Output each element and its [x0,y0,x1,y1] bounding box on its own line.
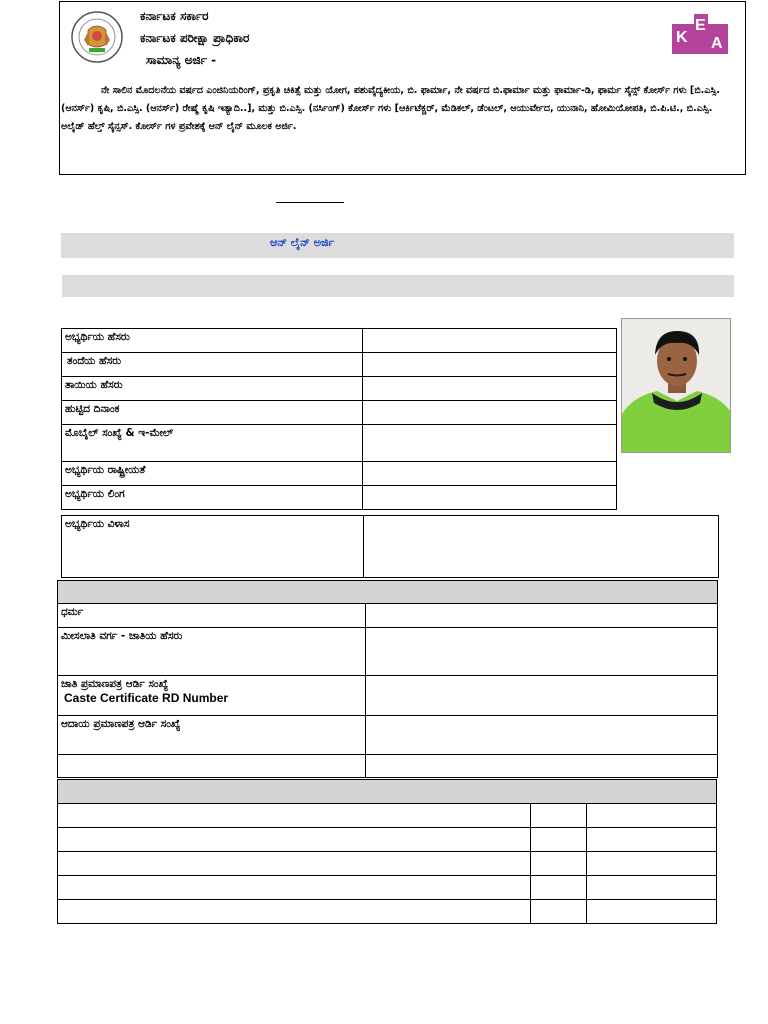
qualification-cell [531,876,587,900]
table-row [58,852,717,876]
page-title: ಆನ್ ಲೈನ್ ಅರ್ಜಿ [270,236,335,249]
qualification-cell[interactable] [587,876,717,900]
dob-label: ಹುಟ್ಟಿದ ದಿನಾಂಕ [62,401,363,425]
table-row [58,581,718,604]
table-row [62,329,617,353]
kea-logo-a: A [711,35,723,52]
government-name: ಕರ್ನಾಟಕ ಸರ್ಕಾರ [140,9,209,23]
table-row [58,828,717,852]
form-description: ನೇ ಸಾಲಿನ ಮೊದಲನೆಯ ವರ್ಷದ ಎಂಜಿನಿಯರಿಂಗ್, ಪ್ರಕೃತಿ ಚಿಕಿತ್ಸೆ ಮತ್ತು ಯೋಗ, ಪಶುವೈದ್ಯಕೀಯ, ಬಿ. ಫಾರ್ಮಾ, ನೇ ವರ್ಷದ ಬಿ.ಫಾರ್ಮಾ ಮತ್ತು ಫಾರ್ಮಾ-ಡಿ, ಫಾರ್ಮ ಸೈನ್ಸ್ ಕೋರ್ಸ್ ಗಳು [ಬಿ.ಎಸ್ಸಿ. (ಆನರ್ಸ್) ಕೃಷಿ, ಬಿ.ಎಸ್ಸಿ. (ಆನರ್ಸ್) ರೇಷ್ಮೆ ಕೃಷಿ ಇತ್ಯಾದಿ..], ಮತ್ತು ಬಿ.ಎಸ್ಸಿ. (ನರ್ಸಿಂಗ್) ಕೋರ್ಸ್ ಗಳು [ಆರ್ಕಿಟೆಕ್ಚರ್, ಮೆಡಿಕಲ್, ಡೆಂಟಲ್, ಆಯುರ್ವೇದ, ಯುನಾನಿ, ಹೋಮಿಯೋಪತಿ, ಬಿ.ಪಿ.ಟಿ., ಬಿ.ಎಸ್ಸಿ. ಅಲೈಡ್ ಹೆಲ್ತ್ ಸೈನ್ಸಸ್. ಕೋರ್ಸ್ ಗಳ ಪ್ರವೇಶಕ್ಕೆ ಆನ್ ಲೈನ್ ಮೂಲಕ ಅರ್ಜಿ. [61,85,720,132]
empty-value-cell[interactable] [366,755,718,778]
dob-value[interactable] [363,401,617,425]
table-row [62,462,617,486]
kea-logo [672,12,728,56]
qualification-section-header [58,780,717,804]
kea-logo-k: K [676,29,688,46]
table-row [58,755,718,778]
nationality-value[interactable] [363,462,617,486]
income-rd-value[interactable] [366,716,718,755]
address-label: ಅಭ್ಯರ್ಥಿಯ ವಿಳಾಸ [62,516,364,578]
religion-label: ಧರ್ಮ [58,604,366,628]
table-row [62,516,719,578]
address-value[interactable] [364,516,719,578]
religion-value[interactable] [366,604,718,628]
table-row [58,876,717,900]
mobile-email-label: ಮೊಬೈಲ್ ಸಂಖ್ಯೆ & ಇ-ಮೇಲ್ [62,425,363,462]
mother-name-value[interactable] [363,377,617,401]
caste-rd-label [58,676,366,716]
mobile-email-value[interactable] [363,425,617,462]
mother-name-label: ತಾಯಿಯ ಹೆಸರು [62,377,363,401]
table-row [58,804,717,828]
qualification-cell [531,852,587,876]
caste-rd-value[interactable] [366,676,718,716]
table-row [58,900,717,924]
karnataka-emblem-icon [70,10,124,64]
qualification-cell [58,876,531,900]
table-row [62,486,617,510]
section-bar [62,275,734,297]
table-row [58,628,718,676]
father-name-value[interactable] [363,353,617,377]
nationality-label: ಅಭ್ಯರ್ಥಿಯ ರಾಷ್ಟ್ರೀಯತೆ [62,462,363,486]
form-type: ಸಾಮಾನ್ಯ ಅರ್ಜಿ - [146,53,217,67]
authority-name: ಕರ್ನಾಟಕ ಪರೀಕ್ಷಾ ಪ್ರಾಧಿಕಾರ [140,31,250,45]
caste-rd-label-en: Caste Certificate RD Number [64,691,229,705]
kea-logo-e: E [695,17,706,34]
qualification-cell[interactable] [587,804,717,828]
candidate-name-value[interactable] [363,329,617,353]
qualification-table [57,779,717,924]
table-row [58,676,718,716]
underline-divider [276,202,344,203]
candidate-name-label: ಅಭ್ಯರ್ಥಿಯ ಹೆಸರು [62,329,363,353]
caste-category-label: ಮೀಸಲಾತಿ ವರ್ಗ - ಜಾತಿಯ ಹೆಸರು [58,628,366,676]
income-rd-label: ಆದಾಯ ಪ್ರಮಾಣಪತ್ರ ಆರ್ಡಿ ಸಂಖ್ಯೆ [58,716,366,755]
qualification-cell[interactable] [587,852,717,876]
qualification-cell [531,828,587,852]
qualification-cell [531,804,587,828]
table-row [58,604,718,628]
qualification-cell [531,900,587,924]
gender-label: ಅಭ್ಯರ್ಥಿಯ ಲಿಂಗ [62,486,363,510]
category-section-header [58,581,718,604]
table-row [62,401,617,425]
address-table [61,515,719,578]
qualification-cell [58,852,531,876]
category-table [57,580,718,778]
father-name-text: ತಂದೆಯ ಹೆಸರು [67,355,122,367]
kea-logo-icon [672,12,728,56]
title-bar [61,233,734,258]
gender-value[interactable] [363,486,617,510]
caste-category-value[interactable] [366,628,718,676]
caste-rd-label-kn: ಜಾತಿ ಪ್ರಮಾಣಪತ್ರ ಆರ್ಡಿ ಸಂಖ್ಯೆ [61,678,169,690]
qualification-cell[interactable] [587,828,717,852]
table-row [62,353,617,377]
empty-label-cell [58,755,366,778]
father-name-label [62,353,363,377]
personal-details-table [61,328,617,510]
qualification-cell [58,900,531,924]
qualification-cell [58,804,531,828]
candidate-photo [621,318,731,453]
table-row [62,425,617,462]
qualification-cell [58,828,531,852]
table-row [62,377,617,401]
table-row [58,716,718,755]
qualification-cell[interactable] [587,900,717,924]
candidate-photo-icon [622,319,731,453]
table-row [58,780,717,804]
